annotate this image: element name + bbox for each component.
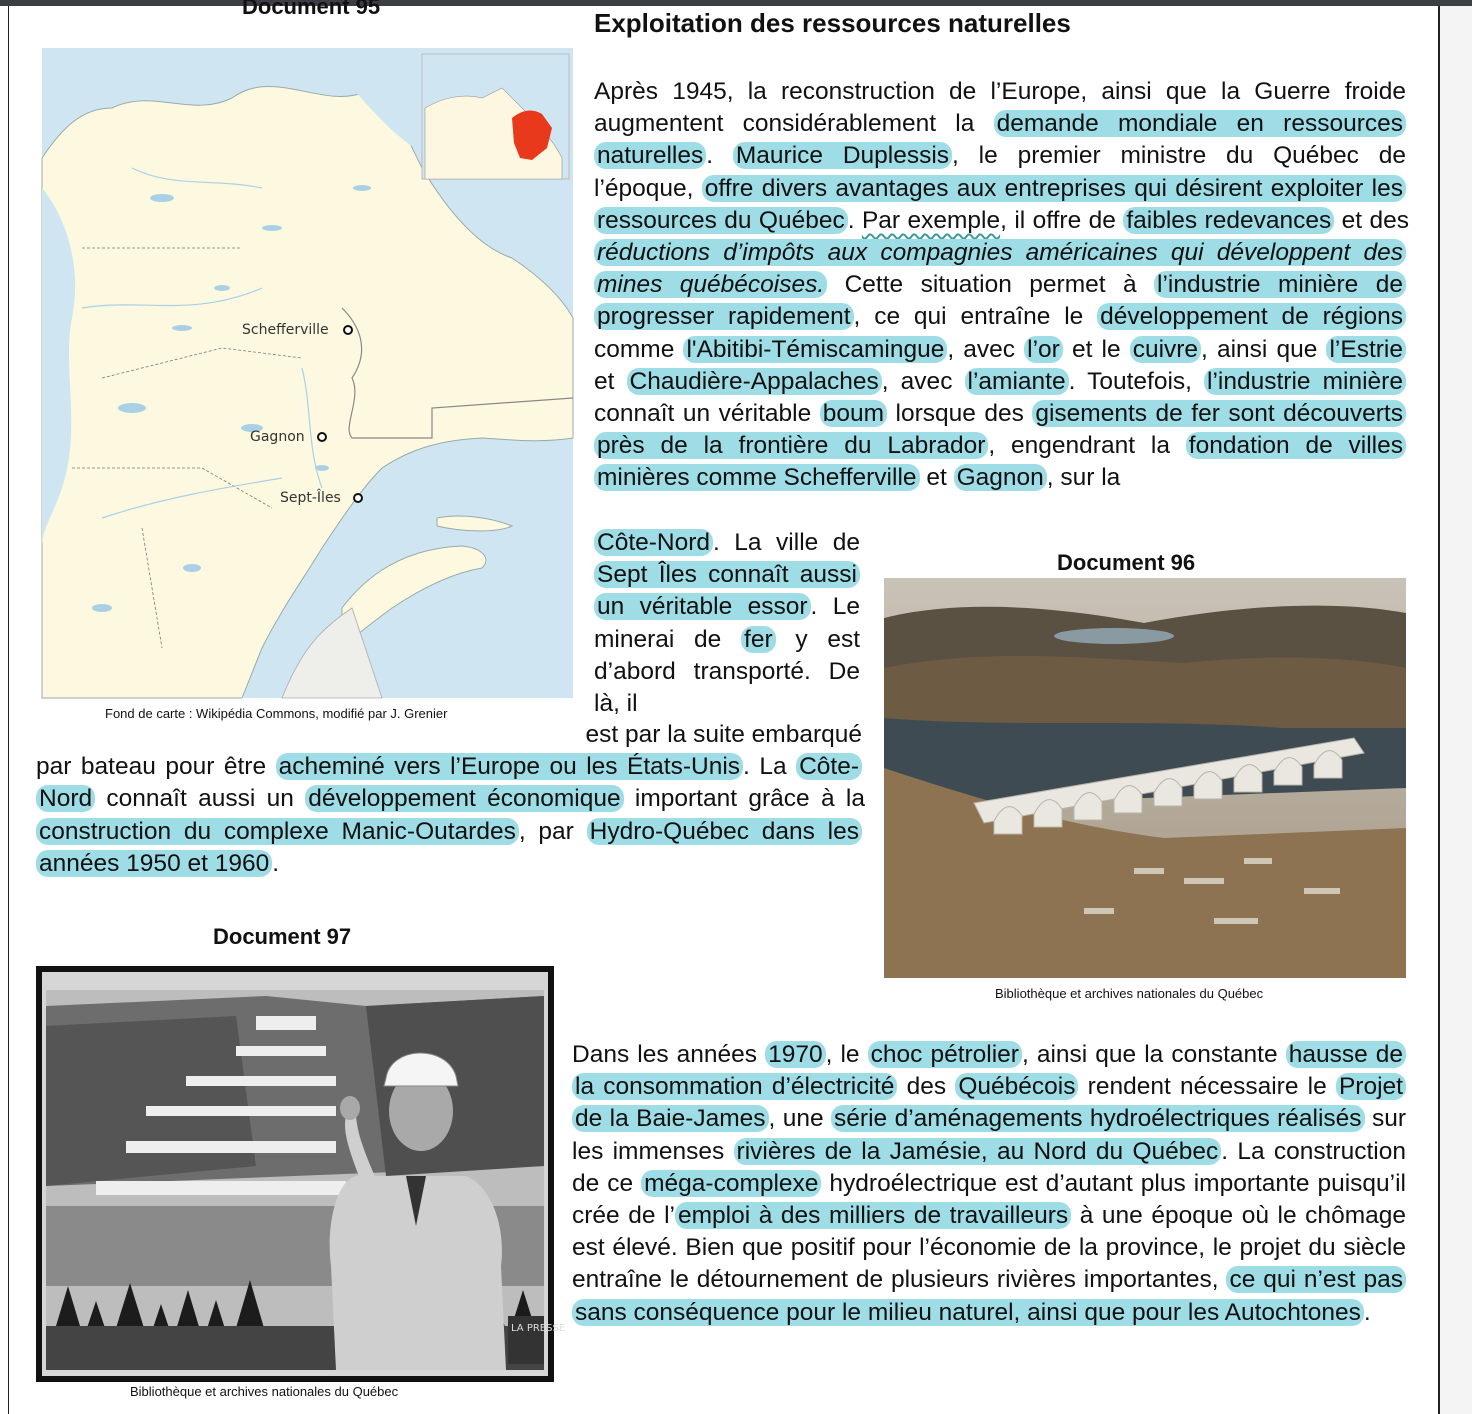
city-label-gagnon: Gagnon (250, 429, 305, 445)
viewer-margin (1440, 6, 1472, 1414)
doc96-label: Document 96 (1057, 550, 1196, 575)
doc95-map (42, 48, 573, 698)
para-1-float: Côte-Nord . La ville de Sept Îles connaît aussi un véritable essor . Le minerai de fer y est d’abord transporté. De là, il (594, 529, 860, 718)
page-border-right (1438, 6, 1440, 1414)
doc95-label: Document 95 (242, 0, 381, 19)
page-border-left (8, 6, 9, 1414)
city-label-sept-iles: Sept-Îles (280, 490, 341, 506)
viewer-top-bar (0, 0, 1472, 6)
para-1-continuation: est par la suite embarqué par bateau pour être acheminé vers l’Europe ou les États-Unis . La Côte-Nord connaît aussi un développement économique important grâce à la construction du complexe Manic-Outardes , par Hydro-Québec dans les années 1950 et 1960 . (36, 721, 865, 877)
bw-photo (36, 966, 566, 1382)
dam-photo (884, 578, 1406, 978)
para-2: Dans les années 1970 , le choc pétrolier , ainsi que la constante hausse de la consommation d’électricité des Québécois rendent nécessaire le Projet de la Baie-James , une série d’aménagements hydroélectriques réalisés sur les immenses rivières de la Jamésie, au Nord du Québec . La construction de ce méga-complexe hydroélectrique est d’autant plus importante puisqu’il crée de l’ emploi à des milliers de travailleurs à une époque où le chômage est élevé. Bien que positif pour l’économie de la province, le projet du siècle entraîne le détournement de plusieurs rivières importantes, ce qui n’est pas sans conséquence pour le milieu naturel, ainsi que pour les Autochtones . (572, 1041, 1406, 1326)
doc97-label: Document 97 (213, 924, 352, 949)
page-title: Exploitation des ressources naturelles (594, 8, 1071, 38)
city-label-schefferville: Schefferville (242, 322, 329, 338)
doc96-dam-photo (884, 578, 1406, 978)
doc97-photo (36, 966, 566, 1382)
doc95-caption: Fond de carte : Wikipédia Commons, modifié par J. Grenier (105, 706, 448, 721)
doc97-caption: Bibliothèque et archives nationales du Québec (130, 1384, 399, 1399)
para-1: Après 1945, la reconstruction de l’Europe, ainsi que la Guerre froide augmentent considérablement la demande mondiale en ressources naturelles . Maurice Duplessis , le premier ministre du Québec de l’époque, offre divers avantages aux entreprises qui désirent exploiter les ressources du Québec . Par exemple, il offre de faibles redevances et des réductions d’impôts aux compagnies américaines qui développent des mines québécoises. Cette situation permet à l’industrie minière de progresser rapidement , ce qui entraîne le développement de régions comme l'Abitibi-Témiscamingue , avec l’or et le cuivre , ainsi que l’Estrie et Chaudière-Appalaches , avec l’amiante . Toutefois, l’industrie minière connaît un véritable boum lorsque des gisements de fer sont découverts près de la frontière du Labrador , engendrant la fondation de villes minières comme Schefferville et Gagnon , sur la (594, 78, 1409, 492)
quebec-map (42, 48, 573, 698)
la-presse-watermark: LA PRESSE (511, 1323, 566, 1334)
doc96-caption: Bibliothèque et archives nationales du Québec (995, 986, 1264, 1001)
